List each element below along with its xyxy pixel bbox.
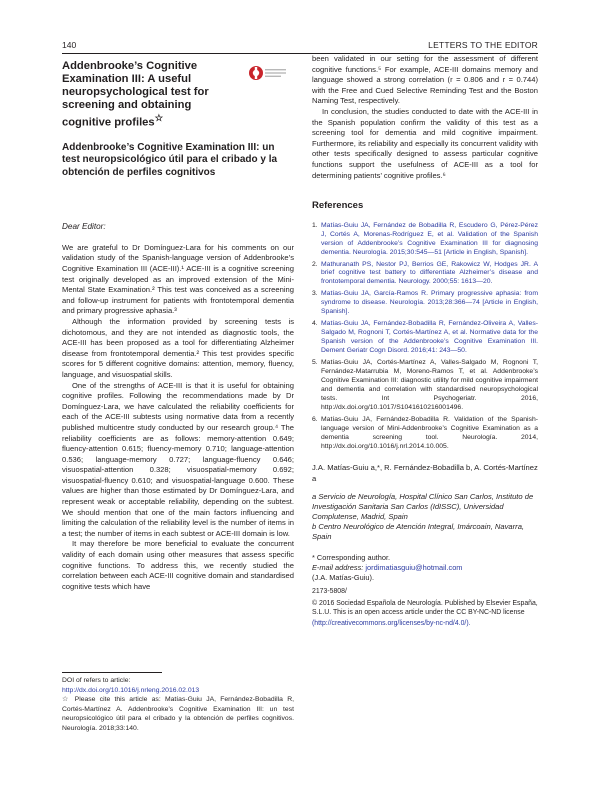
body-paragraph-3: One of the strengths of ACE-III is that it is useful for obtaining cognitive profiles. Following the recommendations made by Dr Domínguez-Lara, we have calculated the reliability coefficients for each of the ACE-III subtests using normative data from a recently published multicentre study conducted by our research group.⁴ The reliability coefficients are as follows: memory-attention 0.649; fluency-attention 0.615; fluency-memory 0.710; language-attention 0.536; language-memory 0.727; language-fluency 0.646; visuospatial-attention 0.328; visuospatial-memory 0.692; visuospatial-fluency 0.610; and visuospatial-language 0.600. These values are higher than those estimated by Dr Domínguez-Lara, and represent weak or acceptable reliability, depending on the subtest. We should mention that one of the main factors influencing and limiting the calculation of the reliability level is the number of items in a test; the number of items in each subtest or ACE-III domain is low.	[62, 380, 294, 538]
email-label: E-mail address:	[312, 562, 364, 572]
reference-number: 6.	[312, 415, 318, 423]
body-paragraph-6: In conclusion, the studies conducted to date with the ACE-III in the Spanish population confirm the validity of this test as a screening tool for dementia and mild cognitive impairment. Furthermore, its reliability and especially its concurrent validity with other tests specifically designed to assess particular cognitive functions support the usefulness of ACE-III as a tool for determining patients’ cognitive profiles.⁶	[312, 106, 538, 180]
references-heading: References	[312, 200, 364, 212]
reference-text[interactable]: Matías-Guiu JA, Fernández de Bobadilla R, Escudero G, Pérez-Pérez J, Cortés A, Morenas-Rodríguez E, et al. Validation of the Spanish version of Addenbrooke’s Cognitive Examination III for diagnosing dementia. Neurología. 2015;30:545—51 [Article in English, Spanish].	[321, 221, 538, 256]
reference-number: 4.	[312, 320, 318, 328]
corresponding-author: * Corresponding author.	[312, 552, 391, 562]
email-line	[312, 563, 538, 573]
copyright: © 2016 Sociedad Española de Neurología. Published by Elsevier España, S.L.U. This is an open access article under the CC BY-NC-ND license	[312, 599, 538, 616]
footnotes	[62, 676, 294, 734]
salutation: Dear Editor:	[62, 222, 106, 232]
body-paragraph-1: We are grateful to Dr Domínguez-Lara for his comments on our validation study of the Spanish-language version of Addenbrooke’s Cognitive Examination III (ACE-III).¹ ACE-III is a cognitive screening test originally developed as an improved extension of the Mini-Mental State Examination.² This test was conceived as a screening and follow-up instrument for patients with frontotemporal dementia and primary progressive aphasia.³	[62, 242, 294, 316]
body-paragraph-5: been validated in our setting for the assessment of different cognitive functions.⁵ For example, ACE-III domains memory and language showed a strong correlation (r = 0.806 and r = 0.744) with the Free and Cued Selective Reminding Test and the Boston Naming Test, respectively.	[312, 54, 538, 106]
left-column	[62, 60, 294, 592]
email-link[interactable]: jordimatiasguiu@hotmail.com	[365, 562, 463, 572]
title-block	[62, 60, 294, 179]
reference-text[interactable]: Matías-Guiu JA, García-Ramos R. Primary progressive aphasia: from syndrome to disease. Neurología. 2013;28:366—74 [Article in English, Spanish].	[321, 290, 538, 316]
body-paragraph-4: It may therefore be more beneficial to evaluate the concurrent validity of each domain using other measures that assess specific cognitive functions. To address this, we recently studied the correlation between each ACE-III cognitive domain and standardised cognitive tests which have	[62, 539, 294, 591]
license-link[interactable]: (http://creativecommons.org/licenses/by-nc-nd/4.0/).	[312, 620, 471, 628]
affiliation-b: b Centro Neurológico de Atención Integral, Imárcoain, Navarra, Spain	[312, 522, 525, 542]
reference-item[interactable]	[312, 416, 538, 452]
article-id: 2173-5808/	[312, 588, 347, 596]
crossmark-icon[interactable]	[248, 65, 288, 81]
doi-link[interactable]: http://dx.doi.org/10.1016/j.nrleng.2016.02.013	[62, 686, 200, 694]
reference-text[interactable]: Matías-Guiu JA, Fernández-Bobadilla R. Validation of the Spanish-language version of Mini-Addenbrooke’s Cognitive Examination as a dementia screening tool. Neurología. 2014, http://dx.doi.org/10.1016/j.nrl.2014.10.005.	[321, 415, 538, 450]
reference-number: 2.	[312, 260, 318, 268]
reference-item[interactable]	[312, 290, 538, 317]
page-number: 140	[62, 40, 77, 50]
reference-number: 1.	[312, 221, 318, 229]
reference-text[interactable]: Matías-Guiu JA, Cortés-Martínez A, Valles-Salgado M, Rognoni T, Fernández-Matarrubia M, Moreno-Ramos T, et al. Addenbrooke’s Cognitive Examination III: diagnostic utility for mild cognitive impairment and dementia and correlation with standardised neuropsychological tests. Int Psychogeriatr. 2016, http://dx.doi.org/10.1017/S1041610216001496.	[321, 359, 538, 411]
affiliation-a: a Servicio de Neurología, Hospital Clínico San Carlos, Instituto de Investigación Sanitaria San Carlos (IdISSC), Universidad Complutense, Madrid, Spain	[312, 491, 534, 521]
email-name: (J.A. Matías-Guiu).	[312, 573, 375, 583]
reference-text[interactable]: Matías-Guiu JA, Fernández-Bobadilla R, Fernández-Oliveira A, Valles-Salgado M, Rognoni T, Cortés-Martínez A, et al. Normative data for the Spanish version of the Addenbrooke’s Cognitive Examination III. Dement Geriatr Cogn Disord. 2016;41: 243—50.	[321, 320, 538, 355]
reference-item[interactable]	[312, 261, 538, 288]
reference-number: 5.	[312, 359, 318, 367]
footnote-rule	[62, 672, 162, 673]
reference-number: 3.	[312, 290, 318, 298]
author-line: J.A. Matías-Guiu a,*, R. Fernández-Bobadilla b, A. Cortés-Martínez a	[312, 462, 538, 483]
cite-note: ☆ Please cite this article as: Matías-Guiu JA, Fernández-Bobadilla R, Cortés-Martínez A. Addenbrooke’s Cognitive Examination III: un test neuropsicológico útil para el cribado y la obtención de perfiles cognitivos. Neurología. 2018;33:140.	[62, 696, 294, 732]
reference-text[interactable]: Mathuranath PS, Nestor PJ, Berrios GE, Rakowicz W, Hodges JR. A brief cognitive test battery to differentiate Alzheimer’s disease and frontotemporal dementia. Neurology. 2000;55: 1613—20.	[321, 260, 538, 286]
reference-item[interactable]	[312, 359, 538, 413]
reference-item[interactable]	[312, 222, 538, 258]
body-paragraph-2: Although the information provided by screening tests is dichotomous, and they are not intended as diagnostic tools, the ACE-III has been proposed as a tool for differentiating Alzheimer disease from frontotemporal dementia.² This test provides specific scores for 5 different cognitive domains: attention, memory, fluency, language, and visuospatial skills.	[62, 316, 294, 379]
article-title-english: Addenbrooke’s Cognitive Examination III: A useful neuropsychological test for screening and obtaining cognitive profiles☆	[62, 60, 209, 129]
section-header: LETTERS TO THE EDITOR	[428, 40, 538, 50]
reference-item[interactable]	[312, 320, 538, 356]
article-title-spanish: Addenbrooke’s Cognitive Examination III: un test neuropsicológico útil para el cribado y la obtención de perfiles cognitivos	[62, 141, 278, 178]
doi-label: DOI of refers to article:	[62, 677, 131, 684]
title-footnote-mark: ☆	[154, 113, 163, 123]
right-column	[312, 54, 538, 628]
